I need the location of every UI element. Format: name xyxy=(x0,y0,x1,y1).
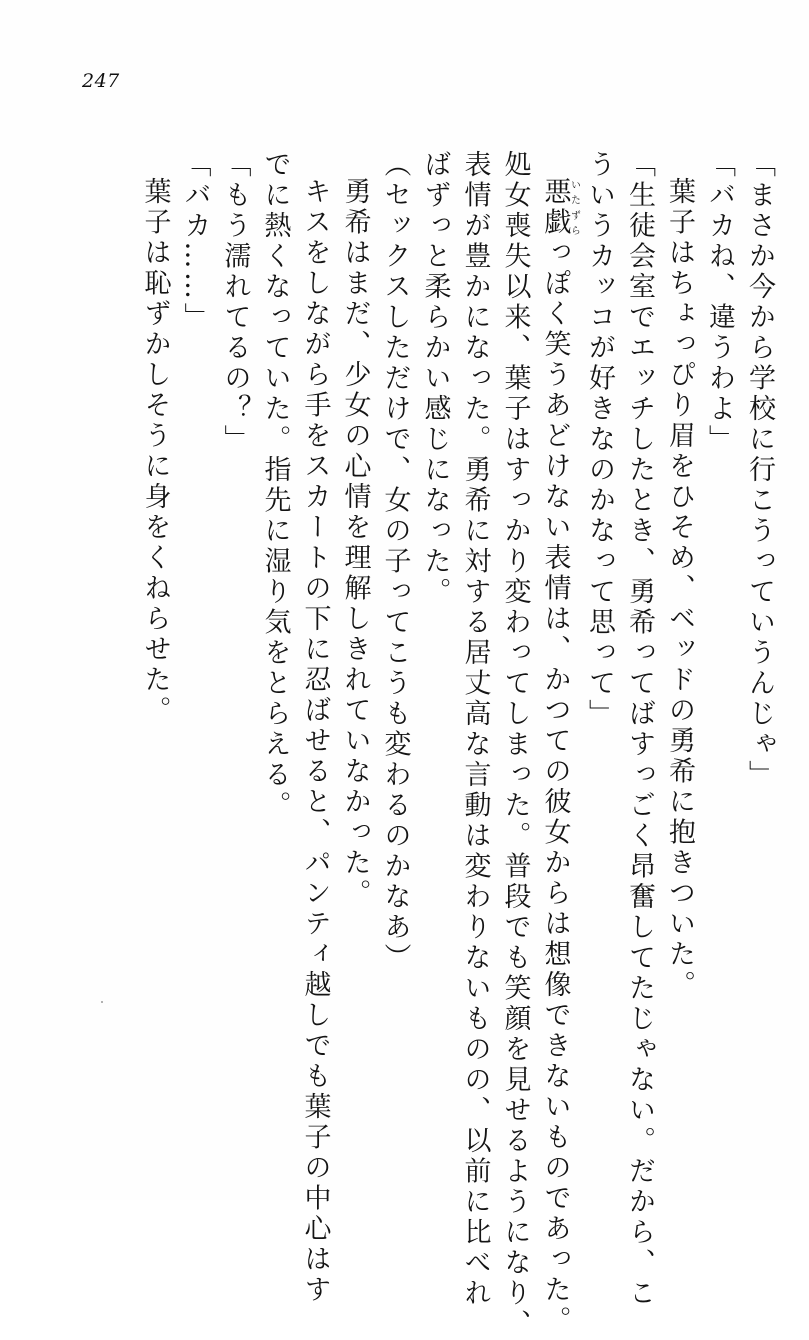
ruby-annotation xyxy=(539,177,580,238)
text-line-16: 葉子は恥ずかしそうに身をくねらせた。 xyxy=(139,177,171,726)
text-line-15: 「バカ……」 xyxy=(179,150,211,333)
text-line-6-rest: っぽく笑うあどけない表情は、かつての彼女からは想像できないものであった。 xyxy=(539,238,571,1336)
ruby-reading: いたずら xyxy=(568,177,580,238)
ruby-base: 悪戯 xyxy=(539,177,571,238)
text-line-8: 表情が豊かになった。勇希に対する居丈高な言動は変わりないものの、以前に比べれ xyxy=(459,150,491,1309)
text-line-7: 処女喪失以来、葉子はすっかり変わってしまった。普段でも笑顔を見せるようになり、 xyxy=(499,150,531,1340)
vertical-text-block xyxy=(135,150,780,1340)
text-line-1: 「まさか今から学校に行こうっていうんじゃ」 xyxy=(744,150,775,791)
text-line-12: キスをしながら手をスカートの下に忍ばせると、パンティ越しでも葉子の中心はす xyxy=(299,177,331,1306)
text-line-2: 「バカね、違うわよ」 xyxy=(704,150,735,455)
scan-speck xyxy=(101,1001,103,1003)
text-line-13: でに熱くなっていた。指先に湿り気をとらえる。 xyxy=(259,150,291,821)
text-line-3: 葉子はちょっぴり眉をひそめ、ベッドの勇希に抱きついた。 xyxy=(664,177,695,1001)
text-line-9: ばずっと柔らかい感じになった。 xyxy=(419,150,451,608)
text-line-14: 「もう濡れてるの？」 xyxy=(219,150,251,455)
text-line-4: 「生徒会室でエッチしたとき、勇希ってばすっごく昂奮してたじゃない。だから、こ xyxy=(624,150,655,1309)
page-number: 247 xyxy=(82,70,120,92)
text-line-11: 勇希はまだ、少女の心情を理解しきれていなかった。 xyxy=(339,177,371,909)
text-line-5: ういうカッコが好きなのかなって思って」 xyxy=(584,150,615,730)
text-line-10: （セックスしただけで、女の子ってこうも変わるのかなあ） xyxy=(379,150,411,974)
text-line-6 xyxy=(535,150,580,1336)
